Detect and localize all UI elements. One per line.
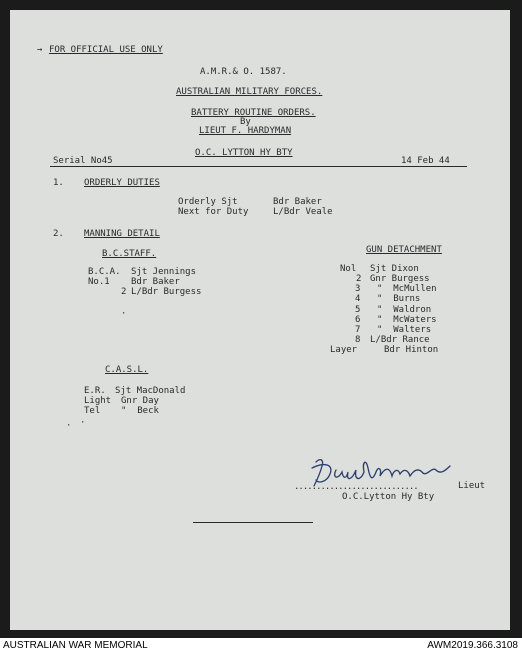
- signature-rank: Lieut: [458, 481, 486, 491]
- casl-role: E.R.: [84, 386, 106, 396]
- gun-name: Gnr Burgess: [370, 274, 430, 284]
- unit-name: O.C. LYTTON HY BTY: [195, 148, 293, 158]
- staff-role: B.C.A.: [88, 267, 121, 277]
- gun-number: 4: [355, 294, 361, 304]
- stray-mark: ·: [121, 309, 127, 319]
- document-title: BATTERY ROUTINE ORDERS.: [191, 108, 316, 118]
- closing-rule: [193, 522, 313, 523]
- gun-number: 3: [355, 284, 361, 294]
- gun-name: L/Bdr Rance: [370, 335, 430, 345]
- officer-name: LIEUT F. HARDYMAN: [199, 126, 292, 136]
- casl-name: Gnr Day: [121, 396, 159, 406]
- footer-archive-name: AUSTRALIAN WAR MEMORIAL: [3, 640, 148, 651]
- section-title: MANNING DETAIL: [84, 229, 160, 239]
- gun-number: Layer: [330, 345, 358, 355]
- gun-name: Sjt Dixon: [370, 264, 419, 274]
- duty-name: L/Bdr Veale: [273, 207, 333, 217]
- section-number: 1.: [53, 178, 64, 188]
- gun-detachment-title: GUN DETACHMENT: [366, 245, 442, 255]
- gun-number: 7: [355, 325, 361, 335]
- staff-role: 2: [121, 287, 127, 297]
- signature-unit: O.C.Lytton Hy Bty: [342, 492, 435, 502]
- official-use-label: FOR OFFICIAL USE ONLY: [49, 45, 163, 55]
- gun-name: " Walters: [377, 325, 432, 335]
- by-label: By: [240, 117, 251, 127]
- organisation: AUSTRALIAN MILITARY FORCES.: [176, 87, 323, 97]
- gun-name: " McMullen: [377, 284, 437, 294]
- order-reference: A.M.R.& O. 1587.: [200, 67, 287, 77]
- gun-number: 5: [355, 305, 361, 315]
- staff-name: Bdr Baker: [131, 277, 180, 287]
- gun-number: Nol: [340, 264, 357, 274]
- section-title: ORDERLY DUTIES: [84, 178, 160, 188]
- staff-name: Sjt Jennings: [131, 267, 197, 277]
- casl-title: C.A.S.L.: [105, 365, 149, 375]
- gun-number: 6: [355, 315, 361, 325]
- casl-name: " Beck: [121, 406, 159, 416]
- gun-number: 2: [356, 274, 362, 284]
- gun-number: 8: [355, 335, 361, 345]
- casl-role: Light: [84, 396, 112, 406]
- signature-dots: ............................: [294, 482, 418, 492]
- gun-name: " Waldron: [377, 305, 432, 315]
- section-number: 2.: [53, 229, 64, 239]
- staff-name: L/Bdr Burgess: [131, 287, 202, 297]
- gun-name: " McWaters: [377, 315, 437, 325]
- gun-name: Bdr Hinton: [384, 345, 439, 355]
- stray-mark: ·: [66, 421, 72, 431]
- casl-role: Tel: [84, 406, 101, 416]
- header-rule: [50, 166, 467, 167]
- duty-role: Orderly Sjt: [178, 197, 238, 207]
- footer-accession-number: AWM2019.366.3108: [427, 640, 518, 651]
- casl-name: Sjt MacDonald: [115, 386, 186, 396]
- duty-name: Bdr Baker: [273, 197, 322, 207]
- official-arrow: →: [37, 45, 43, 55]
- duty-role: Next for Duty: [178, 207, 249, 217]
- staff-role: No.1: [88, 277, 110, 287]
- order-date: 14 Feb 44: [401, 156, 450, 166]
- serial-number: Serial No45: [53, 156, 113, 166]
- bc-staff-title: B.C.STAFF.: [102, 249, 157, 259]
- gun-name: " Burns: [377, 294, 421, 304]
- stray-mark: ·: [80, 418, 86, 428]
